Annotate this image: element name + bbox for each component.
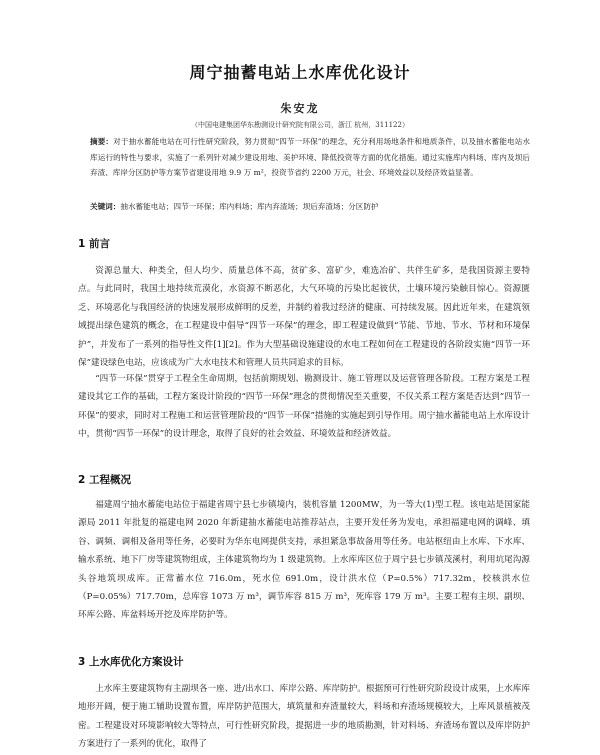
abstract-label: 摘要：	[90, 137, 114, 146]
paper-title: 周宁抽蓄电站上水库优化设计	[189, 63, 411, 82]
section-1-paragraph-1: 资源总量大、种类全，但人均少、质量总体不高，贫矿多、富矿少，难选冶矿、共伴生矿多，是我国资源主要特点。与此同时，我国土地持续荒漠化，水资源不断恶化，大气环境的污染比起彼伏，土壤环境污染触目惊心。资源匮乏、环境恶化与我国经济的快速发展形成鲜明的反差，并制约着我过经济的健康、可持续发展。因此近年来，在建筑领域提出绿色建筑的概念，在工程建设中倡导“四节一环保”的理念，即工程建设做到“节能、节地、节水、节材和环境保护”，并发布了一系列的指导性文件[1][2]。作为大型基础设施建设的水电工程如何在工程建设的各阶段实施“四节一环保”建设绿色电站，应该成为广大水电技术和管理人员共同追求的目标。	[78, 266, 530, 369]
keywords	[90, 200, 530, 214]
section-heading-introduction: 1 前言	[78, 238, 110, 250]
section-heading-project-overview: 2 工程概况	[78, 474, 131, 486]
abstract	[90, 134, 530, 181]
author-name: 朱安龙	[280, 102, 320, 115]
keywords-text: 抽水蓄能电站；四节一环保；库内料场；库内弃渣场；坝后弃渣场；分区防护	[120, 202, 379, 211]
abstract-text: 对于抽水蓄能电站在可行性研究阶段，努力贯彻“四节一环保”的理念，充分利用场地条件和地质条件，以及抽水蓄能电站水库运行的特性与要求，实施了一系列针对减少建设用地、美护环境、降低投资等方面的优化措施。通过实施库内料场、库内及坝后弃渣、库岸分区防护等方案节省建设用地 9.9 万 m²，投资节省约 2200 万元，社会、环境效益以及经济效益显著。	[90, 137, 530, 177]
keywords-label: 关键词：	[90, 202, 121, 211]
author-affiliation: （中国电建集团华东勘测设计研究院有限公司，浙江 杭州，311122）	[191, 121, 409, 129]
section-heading-optimization-design: 3 上水库优化方案设计	[78, 656, 184, 668]
section-3-paragraph-1: 上水库主要建筑物有主副坝各一座、进/出水口、库岸公路、库岸防护。根据预可行性研究阶段设计成果，上水库库地形开阔，便于施工辅助设置布置，库岸防护范围大，填筑量和弃渣量较大，料场和弃渣场规模较大，上库风景植被茂密。工程建设对环境影响较大等特点，可行性研究阶段，提据进一步的地质勘测，针对料场、弃渣场布置以及库岸防护方案进行了一系列的优化，取得了	[78, 684, 530, 750]
section-1-paragraph-2: “四节一环保”贯穿于工程全生命周期，包括前期规划、勘测设计、施工管理以及运营管理各阶段。工程方案是工程建设其它工作的基础，工程方案设计阶段的“四节一环保”理念的贯彻情况至关重要，不仅关系工程方案是否达到“四节一环保”的要求，同时对工程施工和运营管理阶段的“四节一环保”措施的实施起到引导作用。周宁抽水蓄能电站上水库设计中，贯彻“四节一环保”的设计理念，取得了良好的社会效益、环境效益和经济效益。	[78, 374, 530, 440]
section-2-paragraph-1: 福建周宁抽水蓄能电站位于福建省周宁县七步镇境内，装机容量 1200MW，为一等大(1)型工程。该电站是国家能源局 2011 年批复的福建电网 2020 年新建抽水蓄能电站推荐站点，主要开发任务为发电，承担福建电网的调峰、填谷、调频、调相及备用等任务，必要时为华东电网提供支持，承担紧急事故备用等任务。电站枢纽由上水库、下水库、输水系统、地下厂房等建筑物组成，主体建筑物均为 1 级建筑物。上水库库区位于周宁县七步镇茂溪村，利用坑尾沟源头谷地筑坝成库。正常蓄水位 716.0m，死水位 691.0m，设计洪水位（P=0.5%）717.32m，校核洪水位（P=0.05%）717.70m，总库容 1073 万 m³，调节库容 815 万 m³，死库容 179 万 m³。主要工程有主坝、副坝、环库公路、库盆料场开挖及库岸防护等。	[78, 500, 530, 621]
